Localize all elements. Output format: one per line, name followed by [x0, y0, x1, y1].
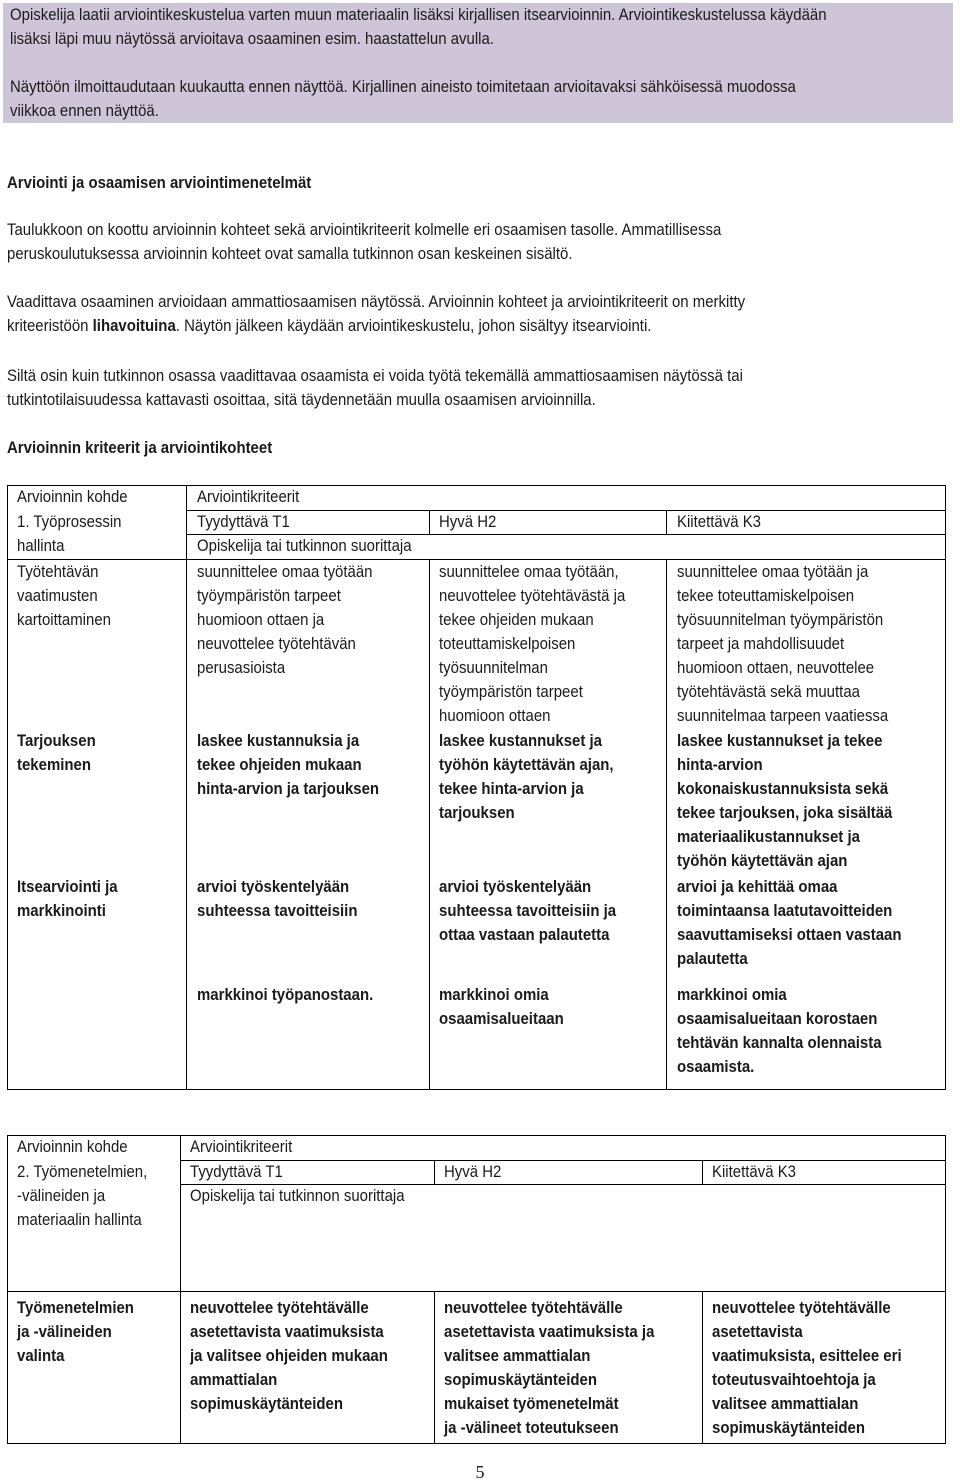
intro-line: viikkoa ennen näyttöä. — [10, 101, 159, 120]
criteria-cell-k3: markkinoi omia osaamisalueitaan korostaen tehtävän kannalta olennaista osaamista. — [677, 985, 882, 1076]
column-header: Arvioinnin kohde — [17, 487, 128, 506]
level-header: Tyydyttävä T1 — [197, 512, 290, 531]
criteria-cell-k3: laskee kustannukset ja tekee hinta-arvion kokonaiskustannuksista sekä tekee tarjouksen, joka sisältää materiaalikustannukset ja työhön käytettävän ajan — [677, 731, 893, 870]
target-title: 2. Työmenetelmien, -välineiden ja materiaalin hallinta — [17, 1162, 148, 1229]
section-heading: Arviointi ja osaamisen arviointimenetelmät — [7, 173, 312, 192]
table-border — [180, 1135, 181, 1444]
page-number: 5 — [475, 1462, 485, 1482]
table-border — [429, 559, 430, 1090]
level-header: Kiitettävä K3 — [712, 1162, 796, 1181]
criteria-cell-t1: suunnittelee omaa työtään työympäristön tarpeet huomioon ottaen ja neuvottelee työtehtävän perusasioista — [197, 562, 373, 677]
table-border — [429, 510, 430, 535]
table-border — [666, 510, 667, 535]
criteria-cell-h2: markkinoi omia osaamisalueitaan — [439, 985, 564, 1028]
table-border — [7, 485, 8, 1090]
criteria-cell-h2: laskee kustannukset ja työhön käytettävän ajan, tekee hinta-arvion ja tarjouksen — [439, 731, 614, 822]
criteria-cell-t1: neuvottelee työtehtävälle asetettavista vaatimuksista ja valitsee ohjeiden mukaan ammattialan sopimuskäytänteiden — [190, 1298, 388, 1413]
paragraph-line: kriteeristöön lihavoituina. Näytön jälkeen käydään arviointikeskustelu, johon sisältyy itsearviointi. — [7, 316, 652, 335]
target-title: 1. Työprosessin — [17, 512, 122, 531]
table-border — [945, 1135, 946, 1444]
performer-label: Opiskelija tai tutkinnon suorittaja — [197, 536, 412, 555]
target-title: hallinta — [17, 536, 65, 555]
table-border — [702, 1291, 703, 1444]
criteria-cell-h2: arvioi työskentelyään suhteessa tavoitteisiin ja ottaa vastaan palautetta — [439, 877, 617, 944]
table-row-target: Työtehtävän vaatimusten kartoittaminen — [17, 562, 111, 629]
level-header: Tyydyttävä T1 — [190, 1162, 283, 1181]
level-header: Kiitettävä K3 — [677, 512, 761, 531]
paragraph-line: peruskoulutuksessa arvioinnin kohteet ovat samalla tutkinnon osan keskeinen sisältö. — [7, 244, 573, 263]
criteria-cell-k3: suunnittelee omaa työtään ja tekee toteuttamiskelpoisen työsuunnitelman työympäristön tarpeet ja mahdollisuudet huomioon ottaen, neuvottelee työtehtävästä sekä muuttaa suunnitelmaa tarpeen vaatiessa — [677, 562, 889, 725]
table-border — [7, 1135, 8, 1444]
table-border — [434, 1291, 435, 1444]
criteria-cell-t1: markkinoi työpanostaan. — [197, 985, 374, 1004]
level-header: Hyvä H2 — [444, 1162, 502, 1181]
intro-box — [3, 3, 953, 123]
paragraph-line: Siltä osin kuin tutkinnon osassa vaadittavaa osaamista ei voida työtä tekemällä ammattiosaamisen näytössä tai — [7, 366, 743, 385]
bold-term: lihavoituina — [92, 316, 176, 335]
table-border — [434, 1160, 435, 1185]
column-header: Arvioinnin kohde — [17, 1137, 128, 1156]
section-heading: Arvioinnin kriteerit ja arviointikohteet — [7, 438, 273, 457]
table-border — [702, 1160, 703, 1185]
intro-line: lisäksi läpi muu näytössä arvioitava osaaminen esim. haastattelun avulla. — [10, 29, 494, 48]
table-border — [7, 1291, 946, 1292]
criteria-cell-t1: laskee kustannuksia ja tekee ohjeiden mukaan hinta-arvion ja tarjouksen — [197, 731, 380, 798]
column-header: Arviointikriteerit — [197, 487, 300, 506]
performer-label: Opiskelija tai tutkinnon suorittaja — [190, 1186, 405, 1205]
table-border — [7, 1443, 946, 1444]
intro-line: Näyttöön ilmoittaudutaan kuukautta ennen näyttöä. Kirjallinen aineisto toimitetaan arvioitavaksi sähköisessä muodossa — [10, 77, 796, 96]
table-border — [945, 485, 946, 1090]
paragraph-line: Taulukkoon on koottu arvioinnin kohteet sekä arviointikriteerit kolmelle eri osaamisen tasolle. Ammatillisessa — [7, 220, 722, 239]
intro-line: Opiskelija laatii arviointikeskustelua varten muun materiaalin lisäksi kirjallisen itsearvioinnin. Arviointikeskustelussa käydään — [10, 5, 827, 24]
criteria-cell-h2: suunnittelee omaa työtään, neuvottelee työtehtävästä ja tekee ohjeiden mukaan toteuttamiskelpoisen työsuunnitelman työympäristön tarpeet huomioon ottaen — [439, 562, 626, 725]
table-border — [7, 485, 946, 486]
table-border — [7, 1135, 946, 1136]
criteria-cell-h2: neuvottelee työtehtävälle asetettavista vaatimuksista ja valitsee ammattialan sopimuskäytänteiden mukaiset työmenetelmät ja -välineet toteutukseen — [444, 1298, 655, 1437]
criteria-cell-k3: neuvottelee työtehtävälle asetettavista vaatimuksista, esittelee eri toteutusvaihtoehtoja ja valitsee ammattialan sopimuskäytänteiden — [712, 1298, 902, 1437]
criteria-cell-k3: arvioi ja kehittää omaa toimintaansa laatutavoitteiden saavuttamiseksi ottaen vastaan palautetta — [677, 877, 902, 968]
paragraph-line: Vaadittava osaaminen arvioidaan ammattiosaamisen näytössä. Arvioinnin kohteet ja arviointikriteerit on merkitty — [7, 292, 746, 311]
criteria-cell-t1: arvioi työskentelyään suhteessa tavoitteisiin — [197, 877, 358, 920]
level-header: Hyvä H2 — [439, 512, 497, 531]
table-row-target: Työmenetelmien ja -välineiden valinta — [17, 1298, 134, 1365]
table-border — [7, 1089, 946, 1090]
column-header: Arviointikriteerit — [190, 1137, 293, 1156]
table-row-target: Tarjouksen tekeminen — [17, 731, 96, 774]
table-border — [666, 559, 667, 1090]
table-border — [186, 485, 187, 1090]
table-row-target: Itsearviointi ja markkinointi — [17, 877, 118, 920]
paragraph-line: tutkintotilaisuudessa kattavasti osoittaa, sitä täydennetään muulla osaamisen arvioinnilla. — [7, 390, 596, 409]
